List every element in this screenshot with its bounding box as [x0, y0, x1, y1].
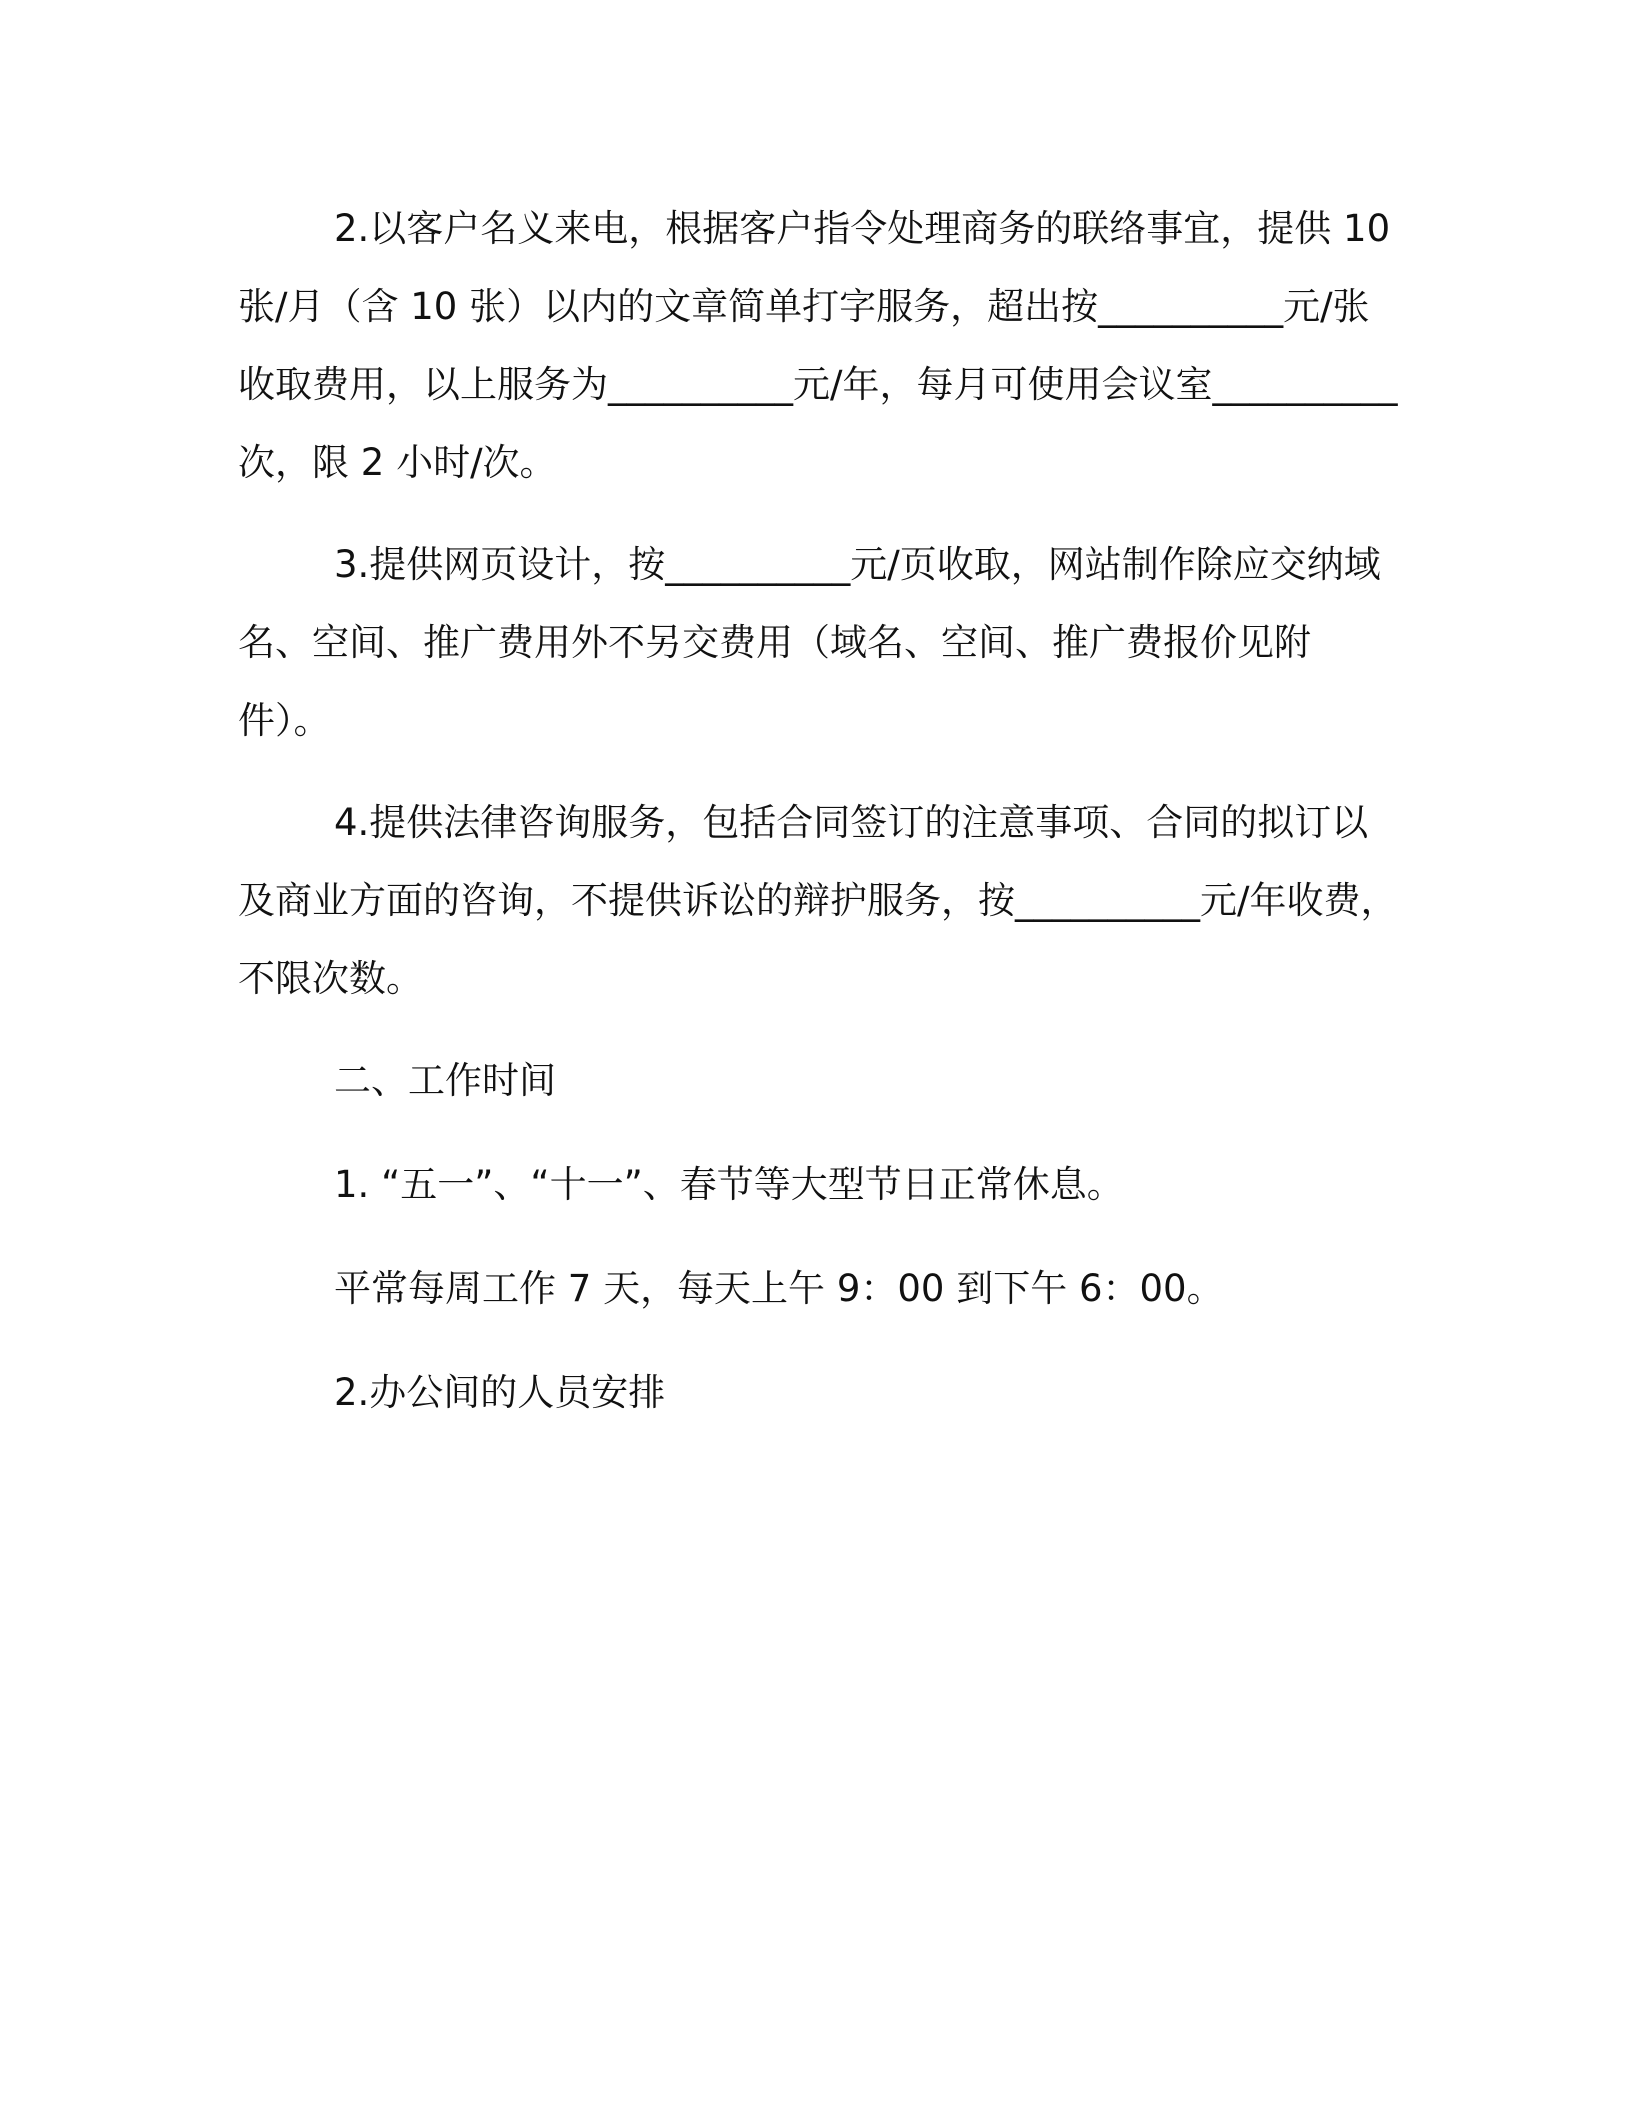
section-heading-work-time: 二、工作时间: [334, 1059, 556, 1102]
paragraph-service-4: 4.提供法律咨询服务，包括合同签订的注意事项、合同的拟订以及商业方面的咨询，不提供诉讼的辩护服务，按__________元/年收费，不限次数。: [238, 801, 1398, 1000]
paragraph-service-3: 3.提供网页设计，按__________元/页收取，网站制作除应交纳域名、空间、推广费用外不另交费用（域名、空间、推广费报价见附件）。: [238, 543, 1381, 742]
paragraph-holidays: 1. “五一”、“十一”、春节等大型节日正常休息。: [334, 1163, 1124, 1206]
document-body: [238, 190, 1398, 1458]
paragraph-working-hours: 平常每周工作 7 天，每天上午 9：00 到下午 6：00。: [334, 1267, 1224, 1310]
paragraph-staff-arrangement: 2.办公间的人员安排: [334, 1371, 666, 1414]
paragraph-service-2: 2.以客户名义来电，根据客户指令处理商务的联络事宜，提供 10 张/月（含 10 张）以内的文章简单打字服务，超出按__________元/张收取费用，以上服务为__________元/年，每月可使用会议室__________次，限 2 小时/次。: [238, 207, 1398, 484]
